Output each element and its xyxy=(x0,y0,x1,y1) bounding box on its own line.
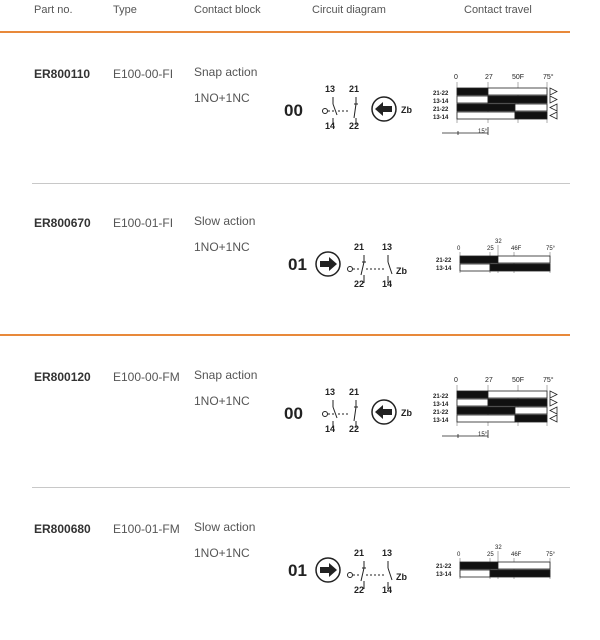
part-number: ER800680 xyxy=(34,522,91,536)
table-row xyxy=(0,490,600,640)
travel-tick: 46F xyxy=(511,246,522,252)
header-divider xyxy=(0,31,570,33)
contact-travel-diagram xyxy=(430,63,570,148)
contact-action: Snap action xyxy=(194,65,258,79)
actuator-label: Zb xyxy=(396,572,407,582)
actuator-arrow-icon xyxy=(316,252,340,276)
terminal-label: 22 xyxy=(354,279,365,289)
contact-action: Snap action xyxy=(194,368,258,382)
header-contact-block: Contact block xyxy=(194,4,261,16)
terminal-label: 22 xyxy=(349,424,360,434)
contact-label: 13-14 xyxy=(433,115,449,121)
terminal-label: 21 xyxy=(349,84,360,94)
travel-bars xyxy=(460,551,550,579)
contact-travel-diagram xyxy=(430,366,570,451)
circuit-code: 01 xyxy=(288,561,307,580)
travel-tick: 27 xyxy=(485,377,493,384)
terminal-label: 21 xyxy=(354,548,365,558)
table-row xyxy=(0,184,600,334)
circuit-code: 00 xyxy=(284,101,303,120)
contact-label: 13-14 xyxy=(433,402,449,408)
type-code: E100-01-FI xyxy=(113,216,174,230)
contact-config: 1NO+1NC xyxy=(194,394,250,408)
travel-bars xyxy=(460,245,550,273)
terminal-label: 21 xyxy=(354,242,365,252)
travel-tick: 75° xyxy=(546,246,556,252)
circuit-diagram xyxy=(284,366,424,451)
terminal-label: 13 xyxy=(382,242,393,252)
actuator-label: Zb xyxy=(401,408,412,418)
terminal-label: 14 xyxy=(325,424,336,434)
travel-dimension: 15° xyxy=(478,129,488,135)
actuator-label: Zb xyxy=(401,105,412,115)
travel-tick: 0 xyxy=(454,74,458,81)
terminal-label: 14 xyxy=(325,121,336,131)
circuit-code: 00 xyxy=(284,404,303,423)
table-row xyxy=(0,35,600,185)
terminal-label: 22 xyxy=(349,121,360,131)
travel-tick: 75° xyxy=(546,552,556,558)
contact-label: 21-22 xyxy=(433,394,449,400)
travel-tick: 27 xyxy=(485,74,493,81)
actuator-label: Zb xyxy=(396,266,407,276)
part-number: ER800670 xyxy=(34,216,91,230)
travel-tick: 75° xyxy=(543,377,554,384)
header-type: Type xyxy=(113,4,137,16)
header-circuit-diagram: Circuit diagram xyxy=(312,4,386,16)
contact-label: 21-22 xyxy=(436,564,452,570)
type-code: E100-00-FM xyxy=(113,370,180,384)
actuator-arrow-icon xyxy=(316,558,340,582)
travel-tick: 0 xyxy=(457,246,461,252)
header-part-no: Part no. xyxy=(34,4,73,16)
contact-label: 13-14 xyxy=(436,572,452,578)
contact-label: 21-22 xyxy=(436,258,452,264)
type-code: E100-00-FI xyxy=(113,67,174,81)
terminal-label: 13 xyxy=(382,548,393,558)
circuit-diagram xyxy=(284,518,424,603)
header-contact-travel: Contact travel xyxy=(464,4,532,16)
actuator-arrow-icon xyxy=(372,400,396,424)
travel-tick: 0 xyxy=(457,552,461,558)
terminal-label: 21 xyxy=(349,387,360,397)
contact-travel-diagram xyxy=(430,212,570,297)
actuator-arrow-icon xyxy=(372,97,396,121)
contact-label: 21-22 xyxy=(433,107,449,113)
travel-tick: 25 xyxy=(487,552,494,558)
travel-tick: 50F xyxy=(512,377,525,384)
contact-config: 1NO+1NC xyxy=(194,91,250,105)
group-divider xyxy=(0,334,570,336)
circuit-code: 01 xyxy=(288,255,307,274)
travel-tick: 0 xyxy=(454,377,458,384)
travel-bars xyxy=(442,385,557,438)
contact-travel-diagram xyxy=(430,518,570,603)
travel-tick: 32 xyxy=(495,239,502,245)
contact-config: 1NO+1NC xyxy=(194,546,250,560)
travel-bars xyxy=(442,82,557,135)
terminal-label: 13 xyxy=(325,387,336,397)
travel-dimension: 15° xyxy=(478,432,488,438)
part-number: ER800120 xyxy=(34,370,91,384)
contact-config: 1NO+1NC xyxy=(194,240,250,254)
type-code: E100-01-FM xyxy=(113,522,180,536)
contact-action: Slow action xyxy=(194,214,256,228)
contact-label: 21-22 xyxy=(433,91,449,97)
travel-tick: 75° xyxy=(543,74,554,81)
travel-tick: 32 xyxy=(495,545,502,551)
contact-action: Slow action xyxy=(194,520,256,534)
terminal-label: 14 xyxy=(382,585,393,595)
contact-label: 21-22 xyxy=(433,410,449,416)
table-header xyxy=(0,0,600,32)
terminal-label: 14 xyxy=(382,279,393,289)
travel-tick: 46F xyxy=(511,552,522,558)
travel-tick: 50F xyxy=(512,74,525,81)
terminal-label: 13 xyxy=(325,84,336,94)
circuit-diagram xyxy=(284,212,424,297)
circuit-diagram xyxy=(284,63,424,148)
part-number: ER800110 xyxy=(34,67,91,81)
contact-label: 13-14 xyxy=(433,99,449,105)
travel-tick: 25 xyxy=(487,246,494,252)
contact-label: 13-14 xyxy=(433,418,449,424)
contact-label: 13-14 xyxy=(436,266,452,272)
table-row xyxy=(0,338,600,488)
terminal-label: 22 xyxy=(354,585,365,595)
